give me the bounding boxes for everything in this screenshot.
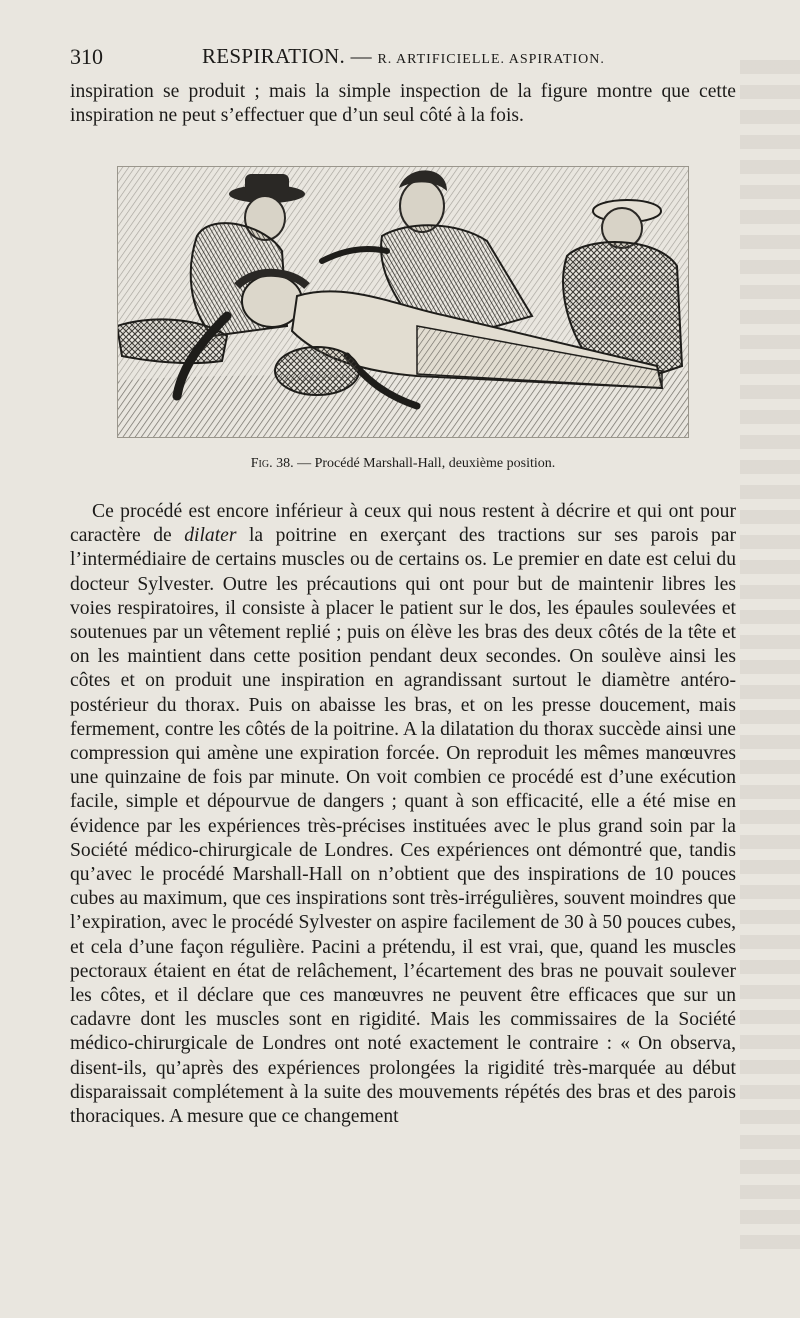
page-header <box>70 44 736 74</box>
engraving-illustration <box>117 166 689 438</box>
body-paragraph <box>70 500 736 1129</box>
figure-caption <box>70 456 736 472</box>
running-title-main: RESPIRATION. <box>202 44 346 68</box>
running-title <box>202 44 605 69</box>
page-number: 310 <box>70 44 103 69</box>
figure-label: Fig. 38. <box>250 456 294 471</box>
running-title-subtitle: R. ARTIFICIELLE. ASPIRATION. <box>377 52 605 67</box>
body-text-rest: la poitrine en exerçant des tractions sur ses parois par l’intermédiaire de certains muscles ou de certains os. Le premier en date est celui du docteur Sylvester. Outre les précautions qui ont pour but de maintenir libres les voies respiratoires, il consiste à placer le patient sur le dos, les épaules soulevées et soutenues par un vêtement replié ; puis on élève les bras des deux côtés de la tête et on les maintient dans cette position pendant deux secondes. On soulève ainsi les côtes et on produit une inspiration en agrandissant surtout le diamètre antéro-postérieur du thorax. Puis on abaisse les bras, et on les presse doucement, mais fermement, contre les côtés de la poitrine. A la dilatation du thorax succède ainsi une compression qui amène une expiration forcée. On reproduit les mêmes manœuvres une quinzaine de fois par minute. On voit combien ce procédé est d’une exécution facile, simple et dépourvue de dangers ; quant à son efficacité, elle a été mise en évidence par les expériences très-précises instituées avec le plus grand soin par la Société médico-chirurgicale de Londres. Ces expériences ont démontré que, tandis qu’avec le procédé Marshall-Hall on n’obtient que des inspirations de 10 pouces cubes au maximum, que ces inspirations sont très-irrégulières, souvent moindres que l’expiration, avec le procédé Sylvester on aspire facilement de 30 à 50 pouces cubes, et cela d’une façon régulière. Pacini a prétendu, il est vrai, que, quand les muscles pectoraux étaient en état de relâchement, l’écartement des bras ne pouvait soulever les côtes, et il déclare que ces manœuvres ne peuvent être efficaces que sur un cadavre dont les muscles sont en rigidité. Mais les commissaires de la Société médico-chirurgicale de Londres ont noté exactement le contraire : « On observa, disent-ils, qu’après des expériences prolongées la rigidité très-marquée au début disparaissait complétement à la suite des mouvements répétés des bras et des parois thoraciques. A mesure que ce changement <box>70 525 736 1128</box>
running-title-separator: — <box>345 44 378 68</box>
show-through-text <box>740 60 800 1260</box>
engraving-figure <box>117 166 689 438</box>
figure-caption-text: — Procédé Marshall-Hall, deuxième position. <box>293 456 556 471</box>
body-text-start: Ce procédé est encore inférieur à ceux qui nous restent à décrire et qui ont pour caractère de <box>70 501 736 547</box>
body-italic-term: dilater <box>184 525 237 547</box>
intro-paragraph: inspiration se produit ; mais la simple inspection de la figure montre que cette inspiration ne peut s’effectuer que d’un seul côté à la fois. <box>70 81 736 127</box>
